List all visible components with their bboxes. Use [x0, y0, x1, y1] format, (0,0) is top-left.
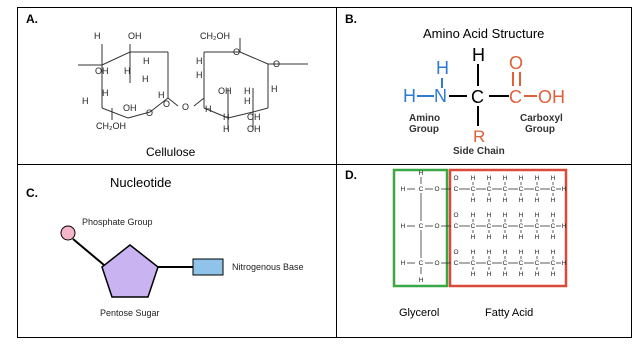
cellulose-caption: Cellulose	[146, 145, 196, 159]
atom-o: O	[182, 102, 190, 112]
amino-acid-structure	[337, 8, 631, 164]
atom-o: O	[146, 108, 154, 118]
panel-a-letter: A.	[26, 12, 38, 26]
glycerol-h: H	[400, 186, 406, 193]
atom-o: O	[233, 47, 241, 57]
chain-h: H	[470, 249, 476, 256]
chain-c: C	[534, 260, 540, 267]
atom-h: H	[196, 56, 203, 66]
panel-b	[337, 8, 631, 164]
atom-h: H	[271, 84, 278, 94]
triglyceride-atoms	[401, 170, 567, 284]
glycerol-h: H	[418, 170, 424, 177]
chain-h: H	[518, 175, 524, 182]
ester-o: O	[434, 223, 440, 230]
pentose-pentagon	[102, 245, 158, 297]
atom-h: H	[102, 88, 109, 98]
glycerol-c: C	[418, 260, 424, 267]
chain-h: H	[550, 234, 556, 241]
panel-c	[18, 165, 336, 337]
chain-c: C	[502, 223, 508, 230]
chain-c: C	[453, 223, 459, 230]
glycerol-h: H	[418, 277, 424, 284]
atom-oh: OH	[123, 103, 137, 113]
atom-o: O	[163, 99, 171, 109]
atom-ch2oh: CH₂OH	[96, 121, 126, 131]
chain-c: C	[486, 260, 492, 267]
amino-label-line1: Amino	[409, 113, 441, 124]
glycerol-c: C	[418, 186, 424, 193]
atom-h: H	[223, 124, 230, 134]
chain-c: C	[486, 186, 492, 193]
atom-h: H	[244, 86, 251, 96]
chain-c: C	[550, 186, 556, 193]
chain-c: C	[518, 223, 524, 230]
chain-c: C	[470, 186, 476, 193]
amino-h-left: H	[403, 86, 416, 106]
atom-h: H	[223, 112, 230, 122]
chain-h: H	[486, 249, 492, 256]
chain-c: C	[534, 186, 540, 193]
chain-c: C	[550, 260, 556, 267]
phosphate-label: Phosphate Group	[82, 217, 153, 227]
amino-n: N	[434, 86, 447, 106]
atom-h: H	[82, 96, 89, 106]
glycerol-label: Glycerol	[399, 307, 440, 319]
atom-h: H	[124, 66, 131, 76]
chain-h: H	[486, 234, 492, 241]
amino-acid-title: Amino Acid Structure	[423, 26, 545, 41]
carboxyl-label-line1: Carboxyl	[520, 113, 563, 124]
chain-h: H	[502, 234, 508, 241]
triglyceride-structure	[337, 165, 631, 337]
nucleotide-diagram	[18, 165, 336, 337]
chain-h: H	[470, 234, 476, 241]
atom-h: H	[143, 56, 150, 66]
chain-h: H	[518, 212, 524, 219]
chain-h: H	[470, 271, 476, 278]
chain-h: H	[502, 249, 508, 256]
chain-h: H	[502, 271, 508, 278]
chain-h: H	[534, 271, 540, 278]
side-chain-r: R	[473, 127, 486, 146]
chain-h: H	[550, 175, 556, 182]
fatty-acid-label: Fatty Acid	[485, 307, 534, 319]
side-chain-label: Side Chain	[453, 146, 505, 157]
chain-h: H	[486, 271, 492, 278]
fatty-acid-box	[450, 170, 566, 286]
chain-h: H	[534, 212, 540, 219]
chain-c: C	[502, 260, 508, 267]
panel-d-letter: D.	[345, 168, 357, 182]
atom-o: O	[273, 59, 281, 69]
amino-h-top: H	[436, 58, 449, 78]
atom-oh: OH	[247, 112, 261, 122]
chain-h: H	[550, 271, 556, 278]
chain-h: H	[550, 212, 556, 219]
atom-ch2oh: CH₂OH	[200, 31, 230, 41]
atom-h: H	[196, 70, 203, 80]
chain-c: C	[470, 260, 476, 267]
chain-h: H	[518, 234, 524, 241]
carboxyl-o: O	[509, 53, 524, 73]
chain-c: C	[453, 260, 459, 267]
chain-h: H	[470, 175, 476, 182]
chain-h: H	[518, 271, 524, 278]
chain-h: H	[518, 197, 524, 204]
chain-h: H	[470, 197, 476, 204]
chain-h: H	[502, 212, 508, 219]
base-rectangle	[193, 259, 223, 275]
chain-h: H	[550, 249, 556, 256]
sugar-label: Pentose Sugar	[100, 308, 160, 318]
chain-h: H	[550, 197, 556, 204]
ester-o: O	[434, 186, 440, 193]
chain-c: C	[486, 223, 492, 230]
atom-oh: OH	[128, 31, 142, 41]
carbonyl-o: O	[453, 212, 459, 219]
carbonyl-o: O	[453, 249, 459, 256]
chain-h: H	[534, 249, 540, 256]
cellulose-structure	[18, 8, 336, 164]
chain-c: C	[470, 223, 476, 230]
alpha-c: C	[471, 87, 484, 107]
carboxyl-oh: OH	[538, 87, 565, 107]
alpha-h: H	[472, 45, 485, 65]
chain-h: H	[534, 197, 540, 204]
chain-c: C	[502, 186, 508, 193]
chain-h: H	[561, 223, 567, 230]
atom-oh: OH	[95, 66, 109, 76]
glycerol-h: H	[400, 260, 406, 267]
base-label: Nitrogenous Base	[232, 262, 304, 272]
atom-h: H	[205, 104, 212, 114]
glycerol-c: C	[418, 223, 424, 230]
chain-h: H	[534, 234, 540, 241]
chain-h: H	[518, 249, 524, 256]
panel-d	[337, 165, 631, 337]
carboxyl-label-line2: Group	[525, 124, 555, 135]
chain-h: H	[502, 175, 508, 182]
glycerol-h: H	[400, 223, 406, 230]
panel-a	[18, 8, 336, 164]
chain-c: C	[518, 260, 524, 267]
phosphate-sugar-bond	[73, 239, 104, 265]
chain-h: H	[561, 186, 567, 193]
carboxyl-c: C	[509, 87, 522, 107]
chain-h: H	[534, 175, 540, 182]
carbonyl-o: O	[453, 175, 459, 182]
chain-c: C	[550, 223, 556, 230]
atom-h: H	[142, 74, 149, 84]
chain-h: H	[486, 197, 492, 204]
panel-c-letter: C.	[26, 186, 38, 200]
atom-oh: OH	[218, 86, 232, 96]
chain-c: C	[518, 186, 524, 193]
panel-b-letter: B.	[345, 12, 357, 26]
chain-h: H	[486, 212, 492, 219]
atom-h: H	[158, 90, 165, 100]
ester-o: O	[434, 260, 440, 267]
atom-oh: OH	[247, 124, 261, 134]
chain-h: H	[561, 260, 567, 267]
chain-h: H	[502, 197, 508, 204]
atom-h: H	[94, 31, 101, 41]
chain-c: C	[534, 223, 540, 230]
nucleotide-title: Nucleotide	[110, 175, 172, 190]
chain-c: C	[453, 186, 459, 193]
phosphate-circle	[61, 226, 75, 240]
atom-h: H	[244, 96, 251, 106]
amino-label-line2: Group	[409, 124, 439, 135]
chain-h: H	[470, 212, 476, 219]
chain-h: H	[486, 175, 492, 182]
